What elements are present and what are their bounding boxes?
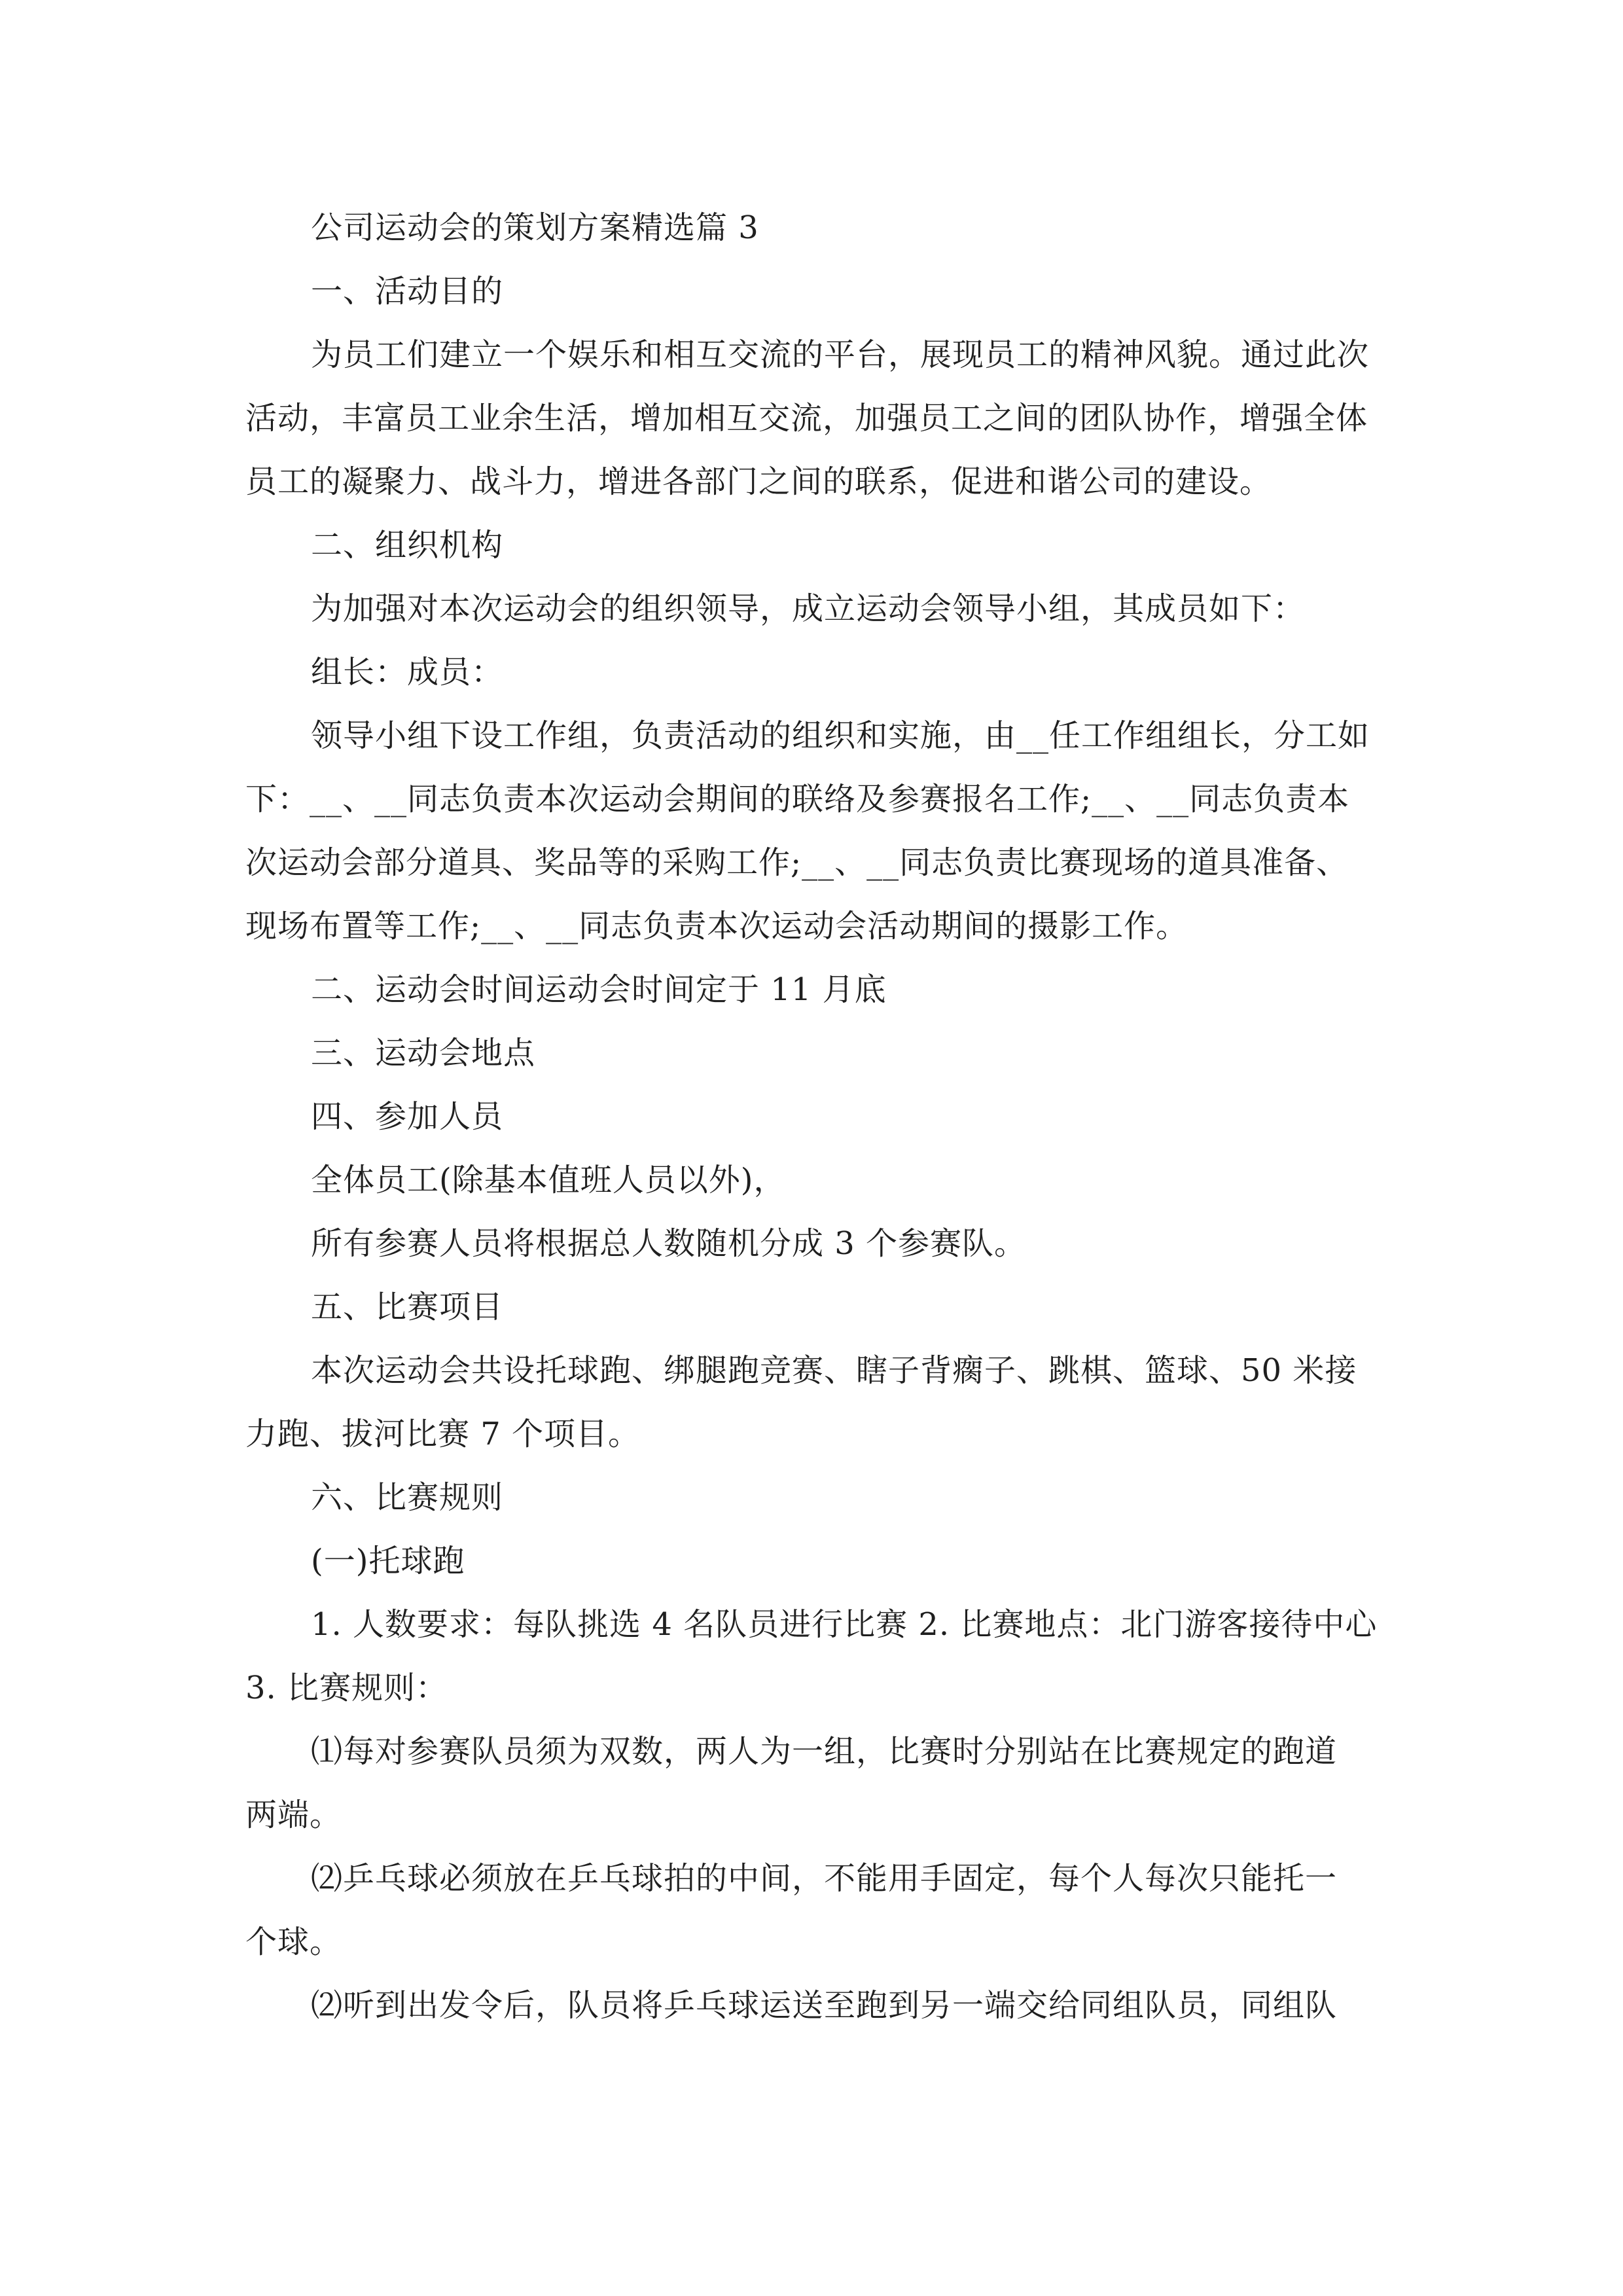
paragraph-line: 次运动会部分道具、奖品等的采购工作;__、__同志负责比赛现场的道具准备、 <box>245 844 1349 881</box>
paragraph-line: 本次运动会共设托球跑、绑腿跑竞赛、瞎子背瘸子、跳棋、篮球、50 米接 <box>311 1352 1357 1389</box>
paragraph-line: 现场布置等工作;__、__同志负责本次运动会活动期间的摄影工作。 <box>245 908 1188 944</box>
section-heading-purpose: 一、活动目的 <box>311 273 504 310</box>
document-body <box>245 196 1378 2037</box>
paragraph-line: 领导小组下设工作组，负责活动的组织和实施，由__任工作组组长，分工如 <box>311 717 1370 754</box>
subsection-heading-ball-run: (一)托球跑 <box>311 1543 465 1579</box>
paragraph-line: 1. 人数要求：每队挑选 4 名队员进行比赛 2. 比赛地点：北门游客接待中心 <box>311 1606 1378 1643</box>
paragraph-line: 3. 比赛规则： <box>245 1670 448 1706</box>
section-heading-time: 二、运动会时间运动会时间定于 11 月底 <box>311 971 887 1008</box>
section-heading-events: 五、比赛项目 <box>311 1289 504 1325</box>
paragraph-line: 为加强对本次运动会的组织领导，成立运动会领导小组，其成员如下： <box>311 590 1306 627</box>
section-heading-rules: 六、比赛规则 <box>311 1479 504 1516</box>
paragraph-line: 组长：成员： <box>311 654 504 691</box>
section-heading-location: 三、运动会地点 <box>311 1035 536 1071</box>
paragraph-line: 员工的凝聚力、战斗力，增进各部门之间的联系，促进和谐公司的建设。 <box>245 463 1272 500</box>
document-title: 公司运动会的策划方案精选篇 3 <box>311 209 759 246</box>
paragraph-line: 活动，丰富员工业余生活，增加相互交流，加强员工之间的团队协作，增强全体 <box>245 400 1368 437</box>
paragraph-line: 下：__、__同志负责本次运动会期间的联络及参赛报名工作;__、__同志负责本 <box>245 781 1350 817</box>
paragraph-line: 个球。 <box>245 1924 342 1960</box>
paragraph-line: ⑵乒乓球必须放在乒乓球拍的中间，不能用手固定，每个人每次只能托一 <box>311 1860 1338 1897</box>
paragraph-line: ⑵听到出发令后，队员将乒乓球运送至跑到另一端交给同组队员，同组队 <box>311 1987 1338 2024</box>
paragraph-line: 全体员工(除基本值班人员以外)， <box>311 1162 786 1198</box>
paragraph-line: 力跑、拔河比赛 7 个项目。 <box>245 1416 641 1452</box>
paragraph-line: ⑴每对参赛队员须为双数，两人为一组，比赛时分别站在比赛规定的跑道 <box>311 1733 1338 1770</box>
section-heading-organization: 二、组织机构 <box>311 527 504 564</box>
paragraph-line: 所有参赛人员将根据总人数随机分成 3 个参赛队。 <box>311 1225 1027 1262</box>
paragraph-line: 为员工们建立一个娱乐和相互交流的平台，展现员工的精神风貌。通过此次 <box>311 336 1370 373</box>
paragraph-line: 两端。 <box>245 1797 342 1833</box>
section-heading-participants: 四、参加人员 <box>311 1098 504 1135</box>
